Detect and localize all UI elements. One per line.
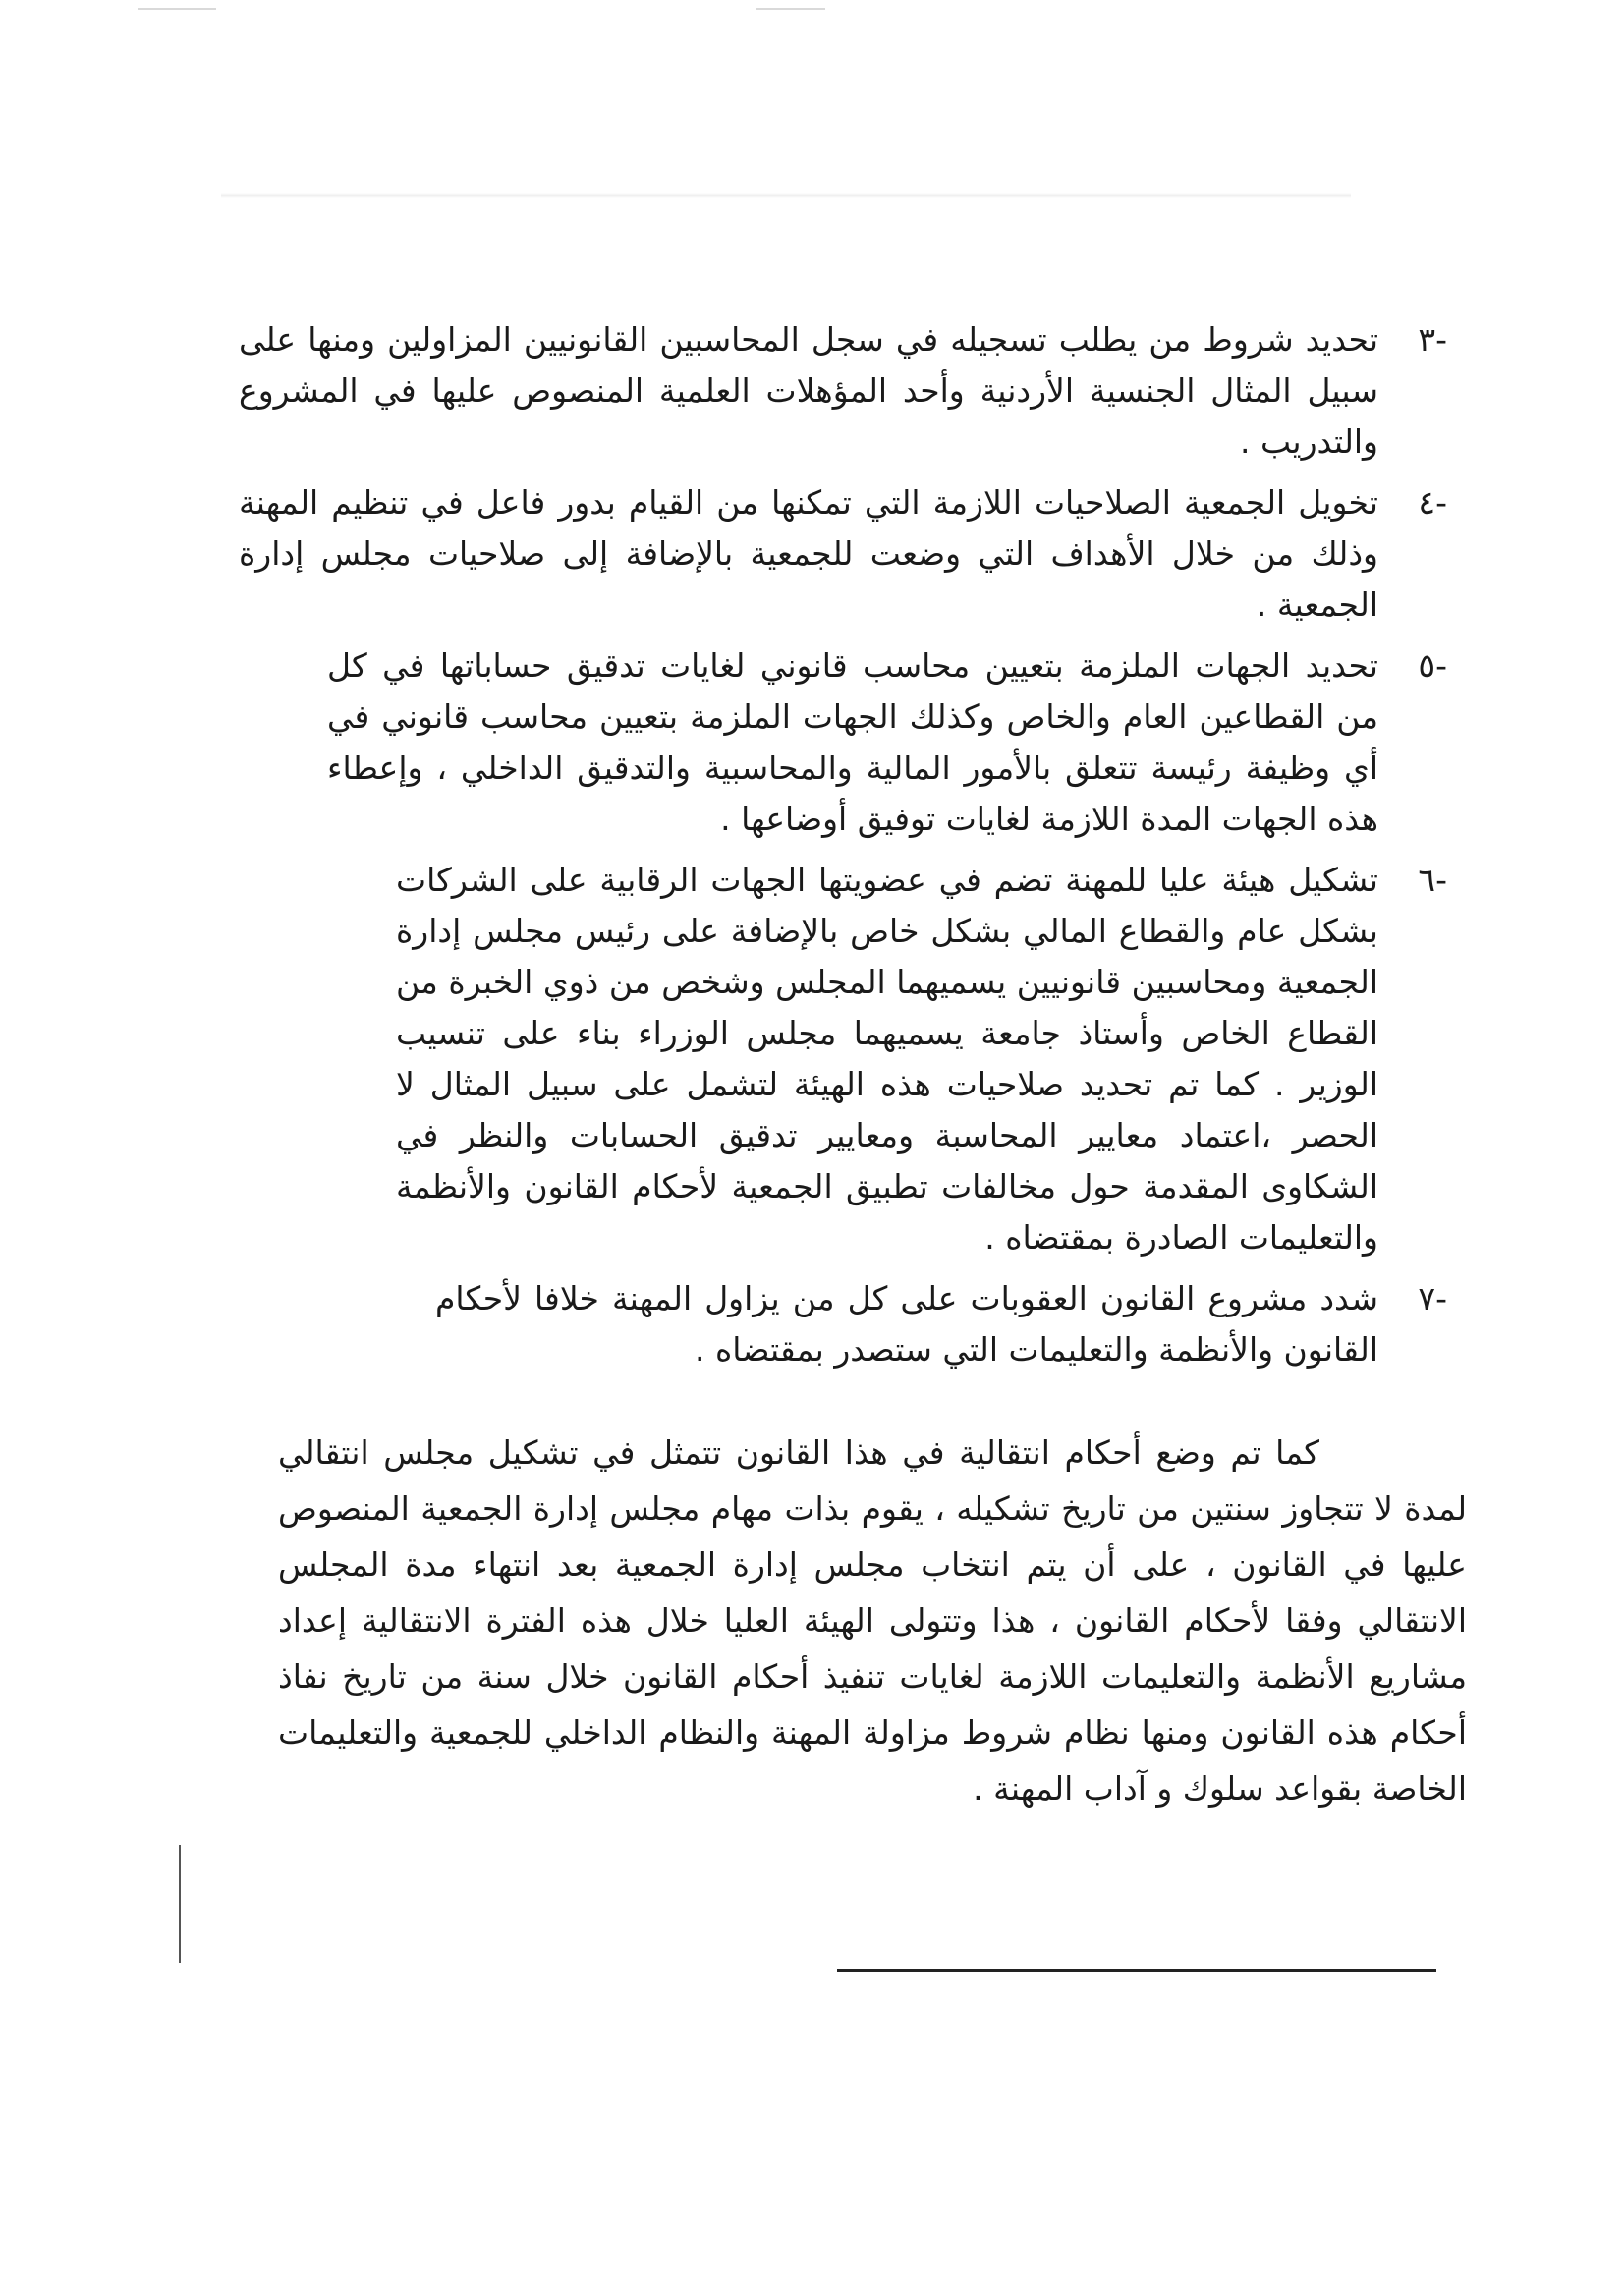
list-item	[327, 641, 1447, 845]
scan-smudge	[221, 193, 1351, 198]
item-number: -٤	[1418, 483, 1447, 522]
item-number: -٦	[1418, 861, 1447, 899]
list-item	[396, 855, 1447, 1263]
item-text: تحديد شروط من يطلب تسجيله في سجل المحاسبين القانونيين المزاولين ومنها على سبيل المثال الجنسية الأردنية وأحد المؤهلات العلمية المنصوص عليها في المشروع والتدريب .	[239, 320, 1378, 461]
item-number: -٥	[1418, 646, 1447, 685]
margin-mark	[179, 1845, 181, 1963]
closing-paragraph: كما تم وضع أحكام انتقالية في هذا القانون تتمثل في تشكيل مجلس انتقالي لمدة لا تتجاوز سنتين من تاريخ تشكيله ، يقوم بذات مهام مجلس إدارة الجمعية المنصوص عليها في القانون ، على أن يتم انتخاب مجلس إدارة الجمعية بعد انتهاء مدة المجلس الانتقالي وفقا لأحكام القانون ، هذا وتتولى الهيئة العليا خلال هذه الفترة الانتقالية إعداد مشاريع الأنظمة والتعليمات اللازمة لغايات تنفيذ أحكام القانون خلال سنة من تاريخ نفاذ أحكام هذه القانون ومنها نظام شروط مزاولة المهنة والنظام الداخلي للجمعية والتعليمات الخاصة بقواعد سلوك و آداب المهنة .	[278, 1433, 1467, 1808]
list-item	[239, 314, 1447, 468]
item-text: تشكيل هيئة عليا للمهنة تضم في عضويتها الجهات الرقابية على الشركات بشكل عام والقطاع المالي بشكل خاص بالإضافة على رئيس مجلس إدارة الجمعية ومحاسبين قانونيين يسميهما المجلس وشخص من ذوي الخبرة من القطاع الخاص وأستاذ جامعة يسميهما مجلس الوزراء بناء على تنسيب الوزير . كما تم تحديد صلاحيات هذه الهيئة لتشمل على سبيل المثال لا الحصر ،اعتماد معايير المحاسبة ومعايير تدقيق الحسابات والنظر في الشكاوى المقدمة حول مخالفات تطبيق الجمعية لأحكام القانون والأنظمة والتعليمات الصادرة بمقتضاه .	[396, 861, 1378, 1257]
item-text: تخويل الجمعية الصلاحيات اللازمة التي تمكنها من القيام بدور فاعل في تنظيم المهنة وذلك من خلال الأهداف التي وضعت للجمعية بالإضافة إلى صلاحيات مجلس إدارة الجمعية .	[239, 483, 1378, 624]
item-number: -٣	[1418, 320, 1447, 359]
scan-artifact	[138, 8, 216, 10]
footer-divider	[837, 1969, 1436, 1972]
scan-artifact	[756, 8, 825, 10]
document-body	[239, 314, 1467, 1849]
item-number: -٧	[1418, 1279, 1447, 1317]
item-text: شدد مشروع القانون العقوبات على كل من يزاول المهنة خلافا لأحكام القانون والأنظمة والتعليمات التي ستصدر بمقتضاه .	[435, 1279, 1378, 1369]
list-item	[435, 1273, 1447, 1375]
item-text: تحديد الجهات الملزمة بتعيين محاسب قانوني لغايات تدقيق حساباتها في كل من القطاعين العام والخاص وكذلك الجهات الملزمة بتعيين محاسب قانوني في أي وظيفة رئيسة تتعلق بالأمور المالية والمحاسبية والتدقيق الداخلي ، وإعطاء هذه الجهات المدة اللازمة لغايات توفيق أوضاعها .	[327, 646, 1378, 838]
list-item	[239, 477, 1447, 631]
